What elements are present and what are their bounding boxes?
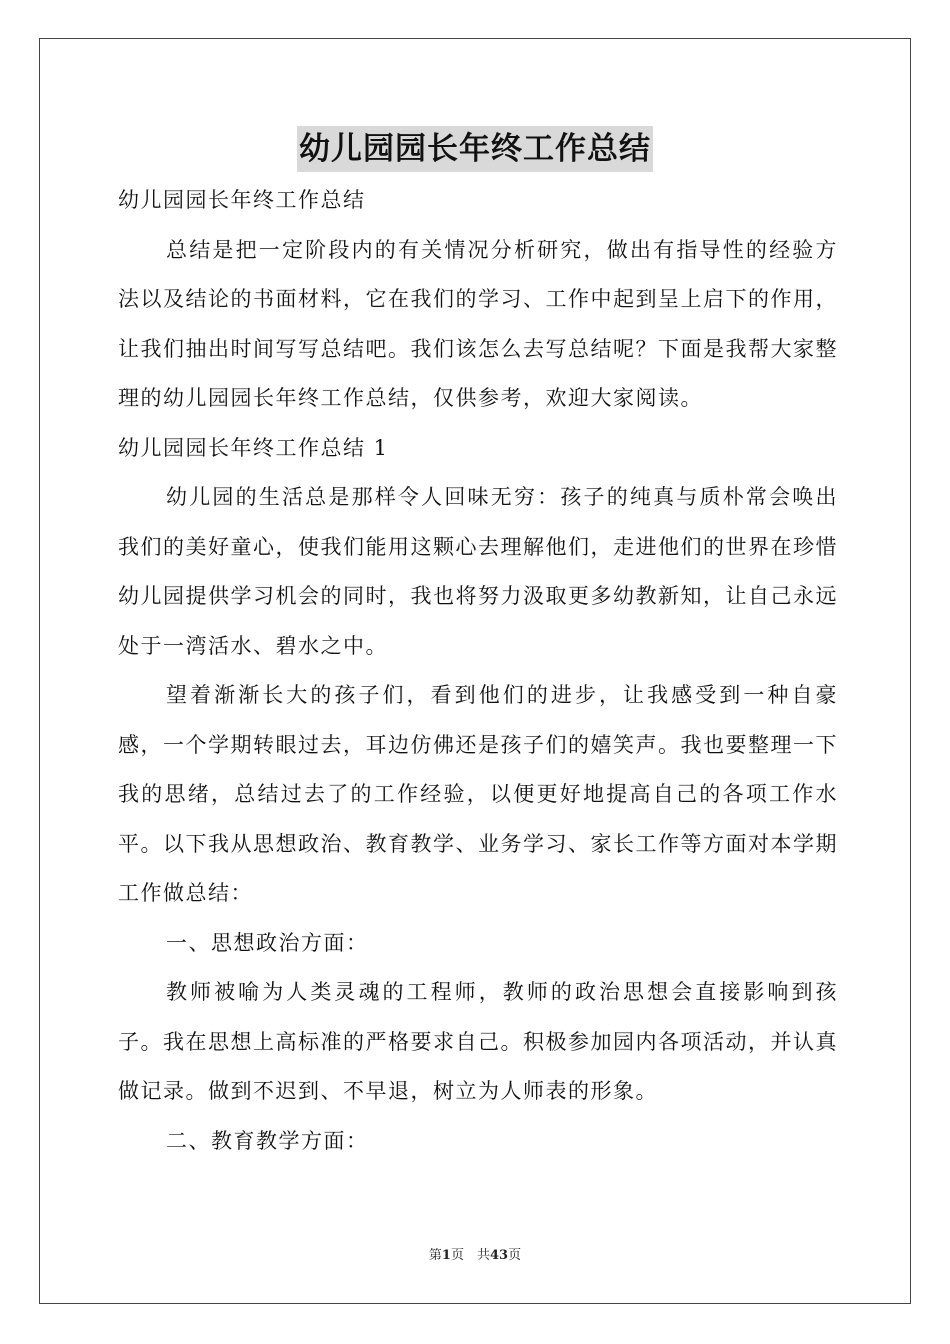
paragraph-body: 教师被喻为人类灵魂的工程师，教师的政治思想会直接影响到孩子。我在思想上高标准的严格要求自己。积极参加园内各项活动，并认真做记录。做到不迟到、不早退，树立为人师表的形象。 [118, 980, 838, 1103]
paragraph-subtitle: 幼儿园园长年终工作总结 [118, 188, 366, 212]
document-title-wrap [0, 126, 950, 177]
paragraph-intro: 总结是把一定阶段内的有关情况分析研究，做出有指导性的经验方法以及结论的书面材料，它在我们的学习、工作中起到呈上启下的作用，让我们抽出时间写写总结吧。我们该怎么去写总结呢？下面是我帮大家整理的幼儿园园长年终工作总结，仅供参考，欢迎大家阅读。 [118, 237, 838, 410]
page-suffix: 页 [508, 1248, 522, 1263]
paragraph-body: 望着渐渐长大的孩子们，看到他们的进步，让我感受到一种自豪感，一个学期转眼过去，耳边仿佛还是孩子们的嬉笑声。我也要整理一下我的思绪，总结过去了的工作经验，以便更好地提高自己的各项工作水平。以下我从思想政治、教育教学、业务学习、家长工作等方面对本学期工作做总结： [118, 683, 838, 905]
document-body [118, 176, 838, 1166]
paragraph-section-heading: 幼儿园园长年终工作总结 1 [118, 435, 389, 460]
paragraph-heading-politics: 一、思想政治方面： [166, 930, 369, 955]
document-title: 幼儿园园长年终工作总结 [297, 126, 653, 172]
paragraph-heading-teaching: 二、教育教学方面： [166, 1128, 369, 1153]
page-current-number: 1 [441, 1248, 451, 1263]
page-total-number: 43 [489, 1248, 509, 1263]
page-mid: 页 共 [450, 1248, 490, 1263]
page-footer [0, 1248, 950, 1264]
paragraph-body: 幼儿园的生活总是那样令人回味无穷：孩子的纯真与质朴常会唤出我们的美好童心，使我们能用这颗心去理解他们，走进他们的世界在珍惜幼儿园提供学习机会的同时，我也将努力汲取更多幼教新知，让自己永远处于一湾活水、碧水之中。 [118, 485, 838, 658]
page-prefix: 第 [428, 1248, 442, 1263]
